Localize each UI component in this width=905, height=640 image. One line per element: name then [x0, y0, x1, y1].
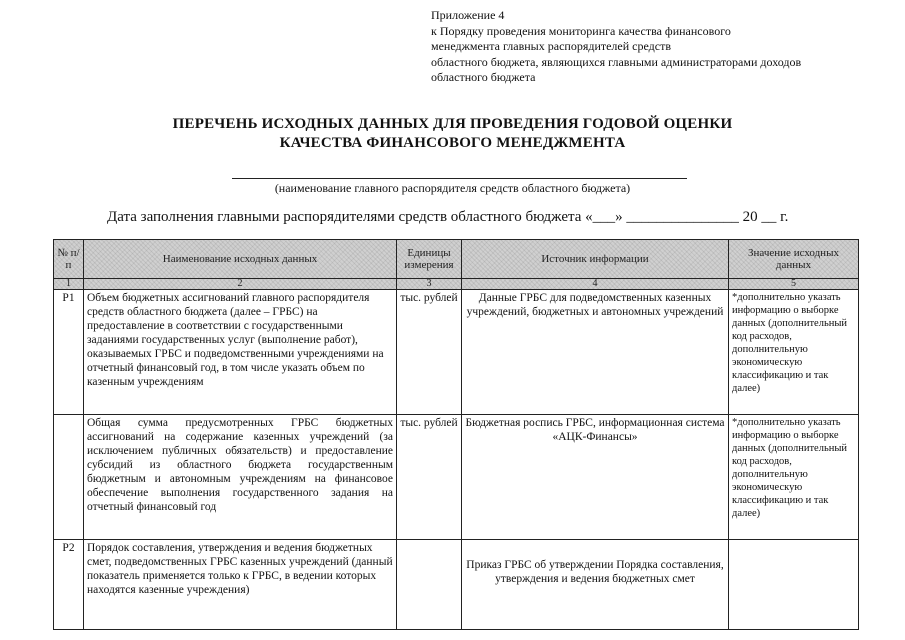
- column-number-row: [54, 279, 859, 290]
- header-number: № п/п: [54, 240, 84, 279]
- header-source: Источник информации: [462, 240, 729, 279]
- appendix-line: областного бюджета, являющихся главными администраторами доходов: [431, 54, 802, 69]
- row-value: *дополнительно указать информацию о выборке данных (дополнительный код расходов, дополнительную экономическую классификацию и так далее): [729, 415, 859, 540]
- row-source: Бюджетная роспись ГРБС, информационная система «АЦК-Финансы»: [462, 415, 729, 540]
- document-title: [0, 115, 905, 153]
- header-unit: Единицы измерения: [397, 240, 462, 279]
- row-unit: [397, 540, 462, 630]
- row-unit: тыс. рублей: [397, 415, 462, 540]
- row-name: Порядок составления, утверждения и ведения бюджетных смет, подведомственных ГРБС казенных учреждений (данный показатель применяется только к ГРБС, в ведении которых находятся казенные учреждения): [84, 540, 397, 630]
- title-line-1: ПЕРЕЧЕНЬ ИСХОДНЫХ ДАННЫХ ДЛЯ ПРОВЕДЕНИЯ ГОДОВОЙ ОЦЕНКИ: [172, 116, 733, 132]
- row-value: *дополнительно указать информацию о выборке данных (дополнительный код расходов, дополнительную экономическую классификацию и так далее): [729, 290, 859, 415]
- distributor-name-line: [232, 178, 687, 179]
- fill-date-line: Дата заполнения главными распорядителями средств областного бюджета «___» _______________ 20 __ г.: [107, 209, 789, 225]
- table-row: [54, 540, 859, 630]
- table-row: [54, 415, 859, 540]
- header-name: Наименование исходных данных: [84, 240, 397, 279]
- appendix-line: менеджмента главных распорядителей средств: [431, 39, 672, 53]
- appendix-note: [431, 8, 891, 86]
- distributor-name-caption: (наименование главного распорядителя средств областного бюджета): [274, 181, 631, 195]
- row-number: Р2: [54, 540, 84, 630]
- source-data-table: [53, 239, 859, 630]
- appendix-line: областного бюджета: [431, 70, 536, 84]
- title-line-2: КАЧЕСТВА ФИНАНСОВОГО МЕНЕДЖМЕНТА: [279, 135, 626, 151]
- row-name: Общая сумма предусмотренных ГРБС бюджетных ассигнований на содержание казенных учреждений (за исключением публичных обязательств) и предоставление субсидий из областного бюджета государственным бюджетным и автономным учреждениям на финансовое обеспечение выполнения государственного задания на отчетный финансовый год: [84, 415, 397, 540]
- appendix-line: Приложение 4: [431, 8, 505, 22]
- appendix-line: к Порядку проведения мониторинга качества финансового: [431, 23, 731, 38]
- column-number: 2: [84, 279, 397, 290]
- row-name: Объем бюджетных ассигнований главного распорядителя средств областного бюджета (далее – ГРБС) на предоставление в соответствии с государственными заданиями государственных услуг (выполнение работ), оказываемых ГРБС и подведомственными учреждениями на отчетный финансовый год, в том числе указать объем по казенным учреждениям: [84, 290, 397, 415]
- column-number: 1: [54, 279, 84, 290]
- row-source: Приказ ГРБС об утверждении Порядка составления, утверждения и ведения бюджетных смет: [462, 540, 729, 630]
- header-value: Значение исходных данных: [729, 240, 859, 279]
- table-header-row: [54, 240, 859, 279]
- row-source: Данные ГРБС для подведомственных казенных учреждений, бюджетных и автономных учреждений: [462, 290, 729, 415]
- column-number: 3: [397, 279, 462, 290]
- row-unit: тыс. рублей: [397, 290, 462, 415]
- table-row: [54, 290, 859, 415]
- row-number: [54, 415, 84, 540]
- row-number: Р1: [54, 290, 84, 415]
- column-number: 4: [462, 279, 729, 290]
- row-value: [729, 540, 859, 630]
- column-number: 5: [729, 279, 859, 290]
